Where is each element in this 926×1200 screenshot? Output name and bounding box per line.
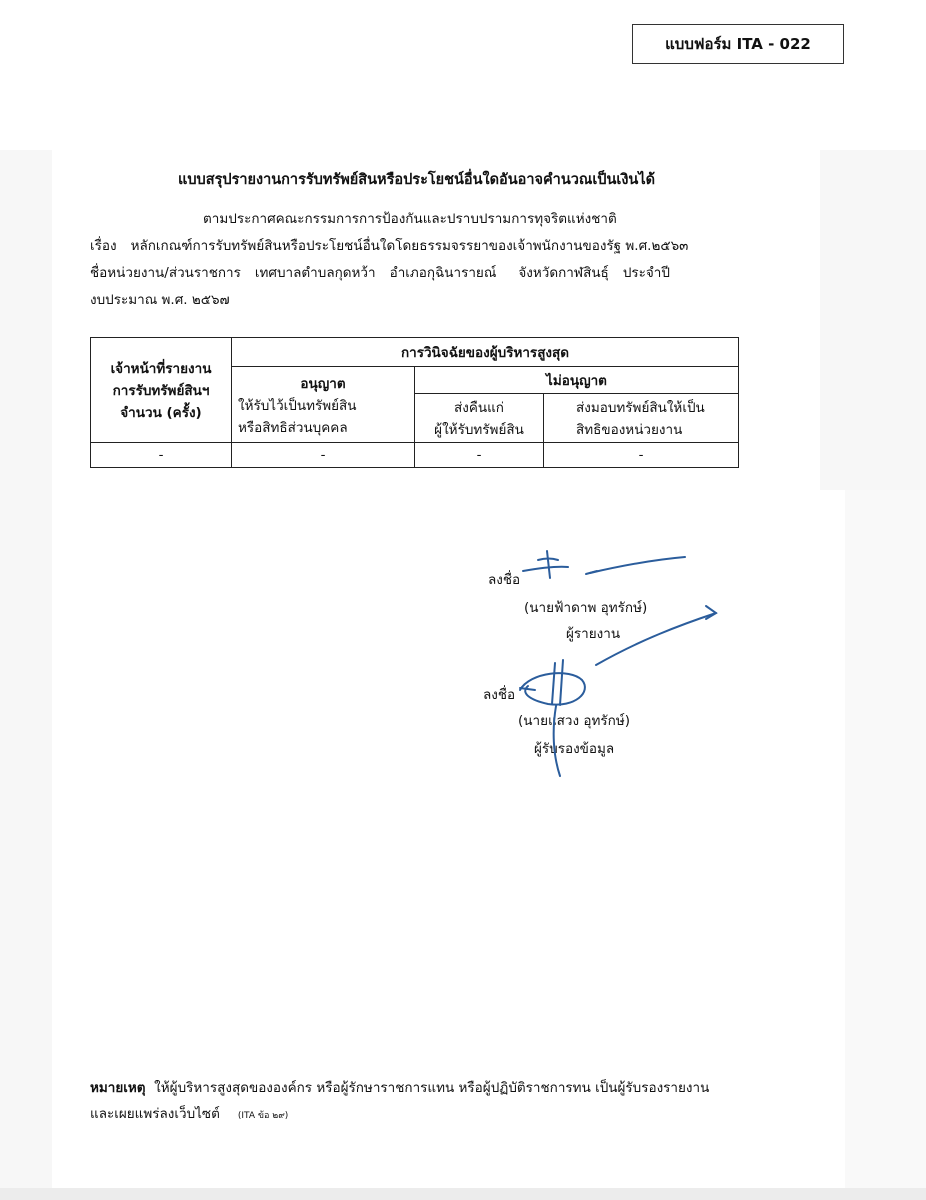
scan-margin-left [0, 150, 52, 1190]
certifier-sign-label: ลงชื่อ [483, 687, 516, 703]
remark-label: หมายเหตุ [90, 1080, 146, 1096]
remark-line [90, 1076, 709, 1098]
certifier-signature-stroke [706, 606, 716, 619]
document-title: แบบสรุปรายงานการรับทรัพย์สินหรือประโยชน์อื่นใดอันอาจคำนวณเป็นเงินได้ [178, 172, 656, 188]
bottom-edge [0, 1188, 926, 1200]
certifier-role: ผู้รับรองข้อมูล [534, 741, 615, 757]
hand-over-cell [544, 394, 739, 443]
summary-table [90, 337, 739, 468]
remark-reference: (ITA ข้อ ๒๙) [237, 1111, 289, 1121]
decision-header: การวินิจฉัยของผู้บริหารสูงสุด [232, 338, 739, 367]
scan-margin-right-lower [845, 490, 926, 1190]
reporter-signature-stroke [590, 557, 685, 573]
form-id-box: แบบฟอร์ม ITA - 022 [632, 24, 844, 64]
value-hand-over: - [544, 443, 739, 468]
fiscal-year-line: งบประมาณ พ.ศ. ๒๕๖๗ [90, 292, 230, 308]
reporter-signature-stroke [547, 551, 550, 578]
agency-name: เทศบาลตำบลกุดหว้า [254, 265, 376, 281]
certifier-signature-stroke [520, 688, 535, 690]
announcement-line: ตามประกาศคณะกรรมการการป้องกันและปราบปรามการทุจริตแห่งชาติ [203, 211, 617, 227]
hand-desc-line-2: สิทธิของหน่วยงาน [576, 422, 683, 438]
allow-header: อนุญาต [300, 375, 346, 392]
allow-header-cell [232, 367, 415, 443]
page-background-top [0, 0, 926, 150]
remark-text-2: และเผยแพร่ลงเว็บไซต์ [90, 1106, 220, 1122]
agency-line [90, 261, 670, 283]
scan-margin-right [820, 150, 926, 490]
subject-line [90, 234, 688, 256]
subject-text: หลักเกณฑ์การรับทรัพย์สินหรือประโยชน์อื่นใดโดยธรรมจรรยาของเจ้าพนักงานของรัฐ พ.ศ.๒๕๖๓ [130, 238, 689, 254]
certifier-signature-stroke [560, 660, 563, 705]
table-header-row-1 [91, 338, 739, 367]
reporter-header-line-1: เจ้าหน้าที่รายงาน [110, 361, 212, 377]
agency-label: ชื่อหน่วยงาน/ส่วนราชการ [90, 265, 241, 281]
subject-label: เรื่อง [90, 238, 117, 254]
certifier-signature-stroke [552, 663, 555, 704]
deny-header: ไม่อนุญาต [415, 367, 739, 394]
reporter-name: (นายฟ้าดาพ อุทรักษ์) [524, 600, 648, 616]
period-label: ประจำปี [622, 265, 670, 281]
reporter-header-line-2: การรับทรัพย์สินฯ [112, 383, 210, 399]
reporter-role: ผู้รายงาน [566, 626, 621, 642]
value-allow: - [232, 443, 415, 468]
certifier-signature-stroke [520, 673, 585, 704]
value-return: - [415, 443, 544, 468]
reporter-sign-label: ลงชื่อ [488, 572, 521, 588]
return-to-giver-cell [415, 394, 544, 443]
remark-line-2 [90, 1102, 288, 1124]
reporter-header-line-3: จำนวน (ครั้ง) [120, 405, 202, 421]
remark-text: ให้ผู้บริหารสูงสุดขององค์กร หรือผู้รักษาราชการแทน หรือผู้ปฏิบัติราชการทน เป็นผู้รับรองรายงาน [154, 1080, 710, 1096]
reporter-signature-stroke [523, 567, 568, 571]
province-name: จังหวัดกาฬสินธุ์ [518, 265, 609, 281]
hand-desc-line-1: ส่งมอบทรัพย์สินให้เป็น [576, 400, 705, 416]
certifier-name: (นายแสวง อุทรักษ์) [518, 713, 630, 729]
allow-desc-line-2: หรือสิทธิส่วนบุคคล [238, 419, 348, 436]
allow-desc-line-1: ให้รับไว้เป็นทรัพย์สิน [238, 397, 357, 414]
district-name: อำเภอกุฉินารายณ์ [389, 265, 497, 281]
reporter-count-header [91, 338, 232, 443]
return-desc-line-1: ส่งคืนแก่ [454, 400, 504, 416]
reporter-signature-stroke [538, 559, 558, 561]
reporter-signature-stroke [586, 571, 597, 574]
value-reporter-count: - [91, 443, 232, 468]
table-row [91, 443, 739, 468]
return-desc-line-2: ผู้ให้รับทรัพย์สิน [434, 422, 524, 438]
